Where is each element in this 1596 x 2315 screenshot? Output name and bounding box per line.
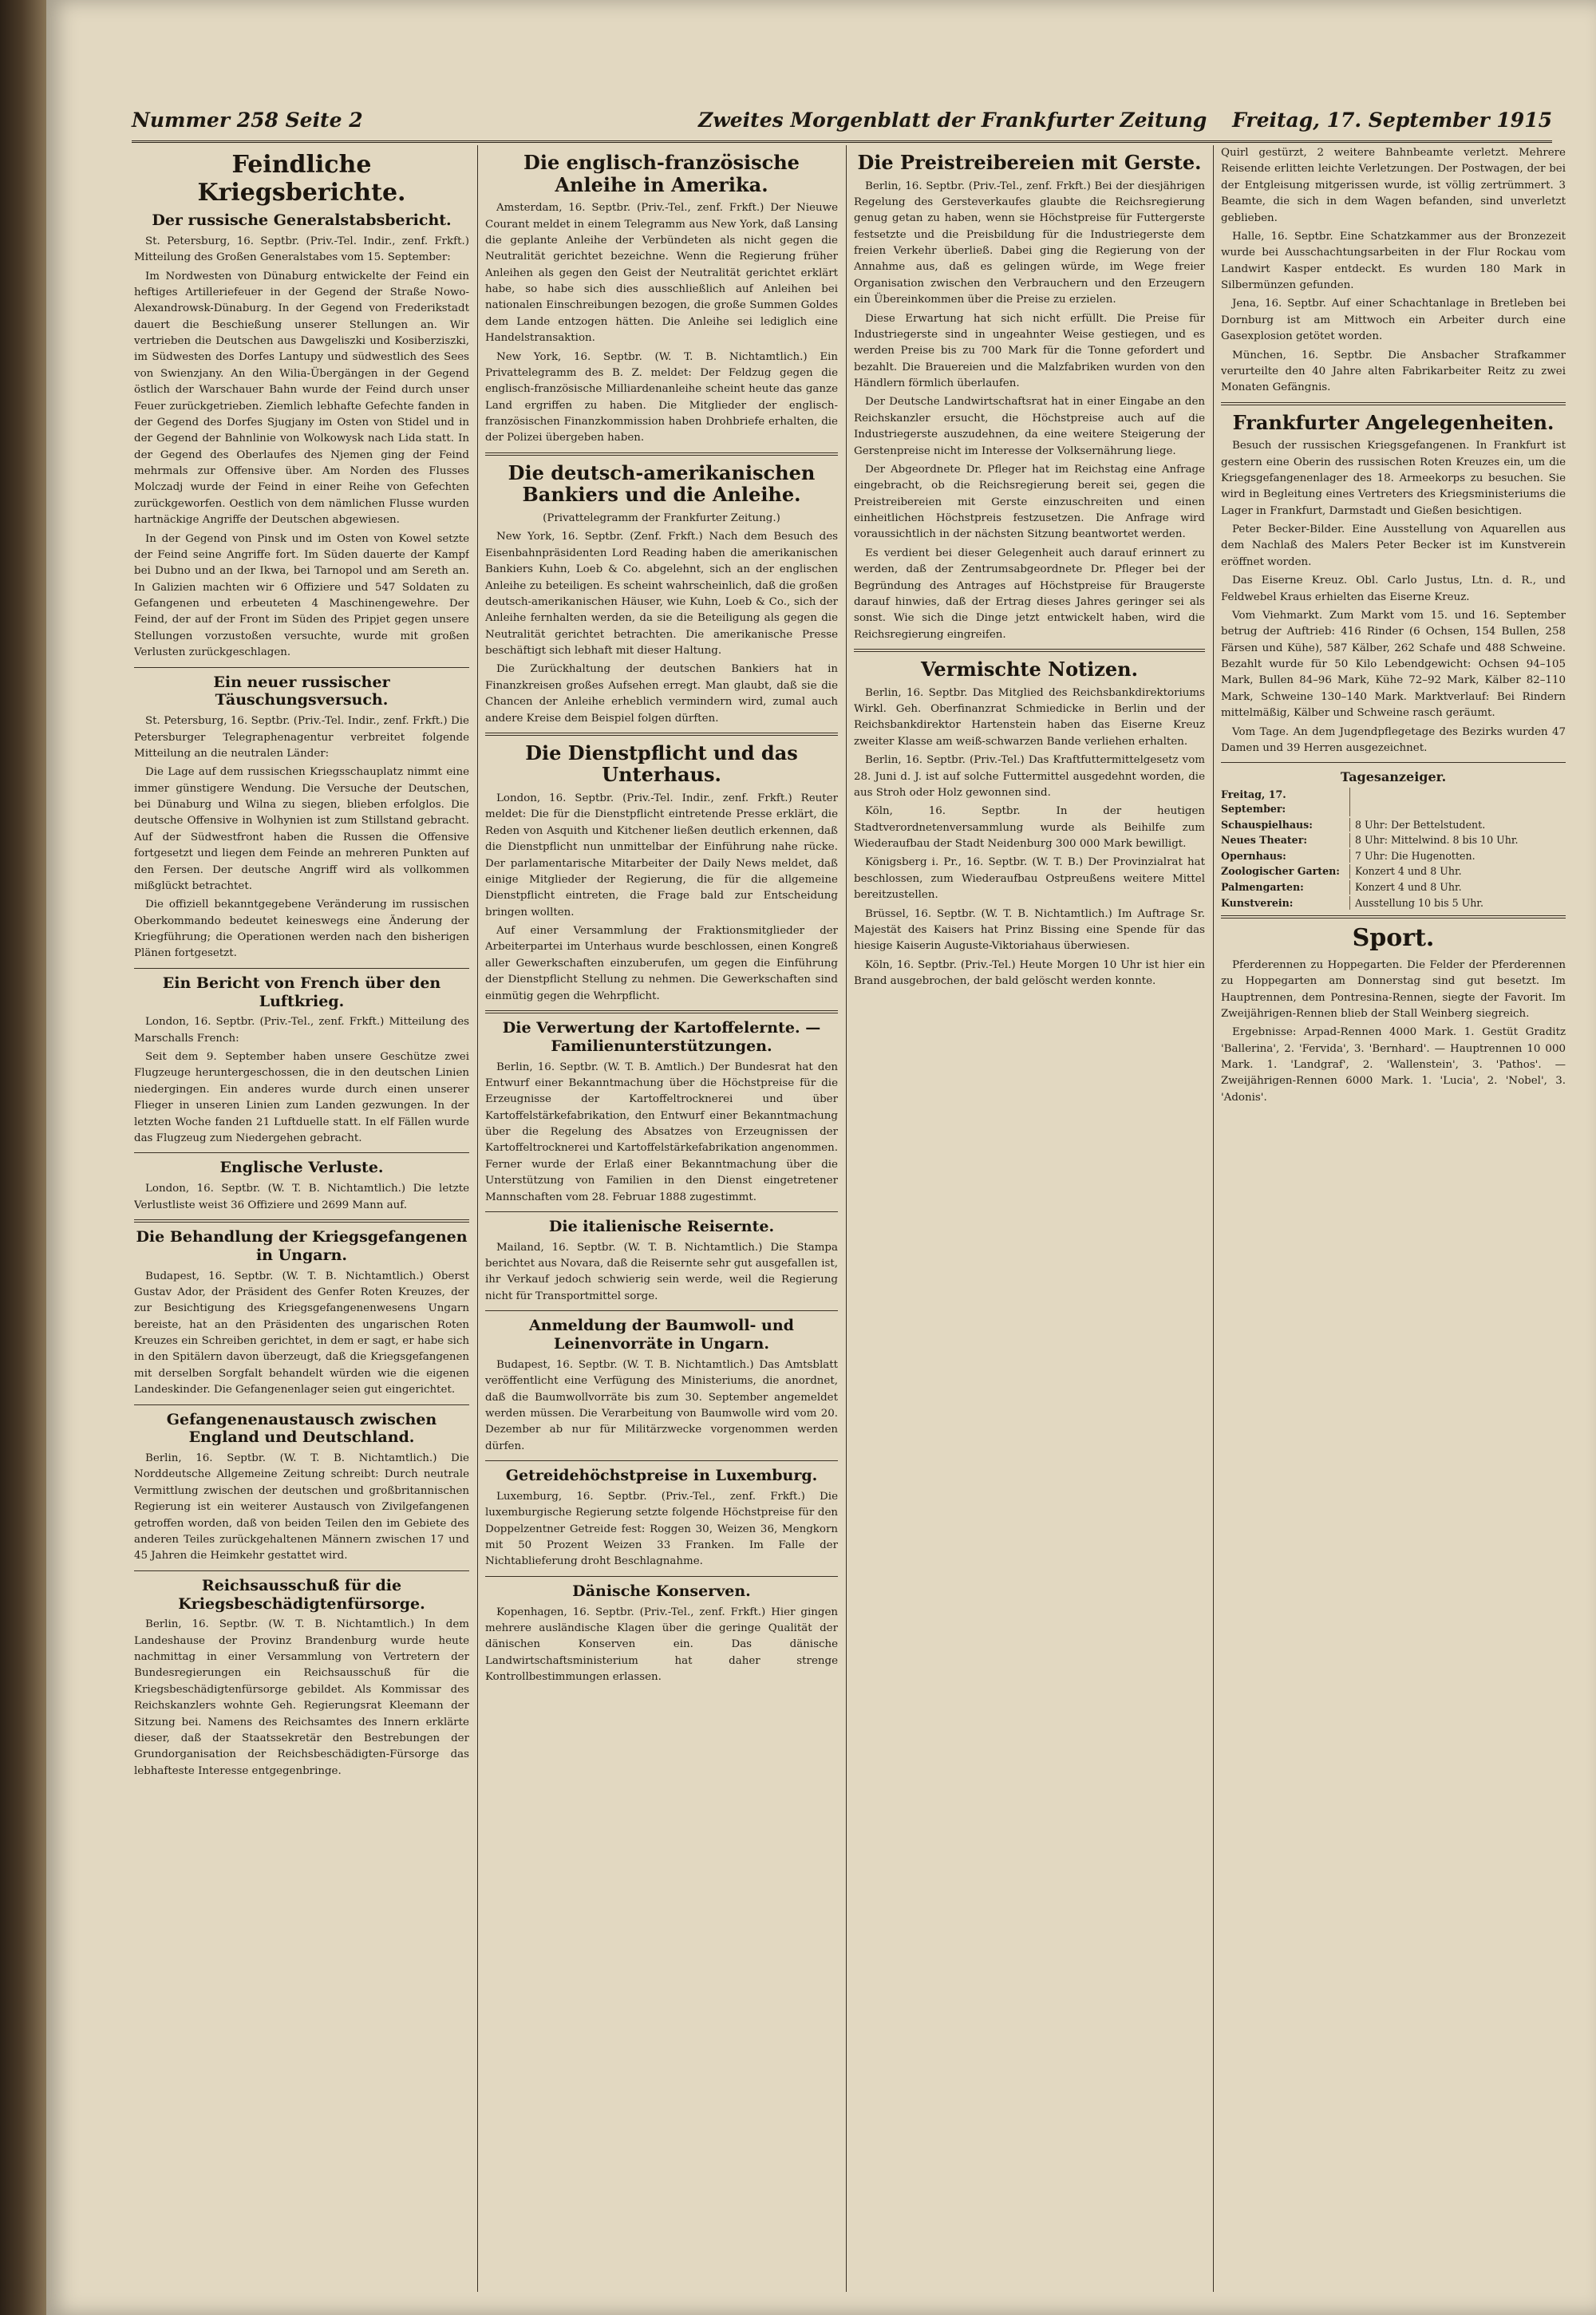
divider [134,1570,469,1571]
article-headline: Englische Verluste. [219,1159,384,1177]
article-paragraph: Königsberg i. Pr., 16. Septbr. (W. T. B.) Der Provinzialrat hat beschlossen, zum Wiederaufbau Ostpreußens weitere Mittel bereitzustellen. [854,856,1205,902]
divider [485,1211,838,1212]
issue-number: Nummer 258 Seite 2 [132,109,363,132]
paper-title: Zweites Morgenblatt der Frankfurter Zeitung [698,109,1207,132]
divider [1221,402,1566,405]
article-paragraph: Es verdient bei dieser Gelegenheit auch darauf erinnert zu werden, daß der Zentrumsabgeordnete Dr. Pfleger bei der Begründung des Antrages auf Höchstpreise für Braugerste darauf hinwies, daß der Ertrag dieses Jahres geringer sei als sonst. Wie sich die Dinge jetzt entwickelt haben, wird die Reichsregierung eingreifen. [854,547,1205,641]
article-paragraph: Köln, 16. Septbr. (Priv.-Tel.) Heute Morgen 10 Uhr ist hier ein Brand ausgebrochen, der bald gelöscht werden konnte. [854,958,1205,988]
divider [134,968,469,969]
issue-date: Freitag, 17. September 1915 [1232,109,1552,132]
column-4 [1221,145,1566,1108]
tagesanzeiger-title: Tagesanzeiger. [1340,769,1447,785]
article-paragraph: Amsterdam, 16. Septbr. (Priv.-Tel., zenf. Frkft.) Der Nieuwe Courant meldet in einem Telegramm aus New York, daß Lansing die geplante Anleihe der Verbündeten als nicht gegen die Neutralität gerichtet bezeichne. Wenn die Regierung früher Anleihen als gegen den Geist der Neutralität gerichtet erklärt habe, so habe sich dies ausschließlich auf Anleihen bei nationalen Einschreibungen bezogen, die große Summen Goldes dem Lande entzogen hätten. Die Anleihe sei lediglich eine Handelstransaktion. [485,202,838,345]
divider [134,1404,469,1405]
article-paragraph: Quirl gestürzt, 2 weitere Bahnbeamte verletzt. Mehrere Reisende erlitten leichte Verletzungen. Der Postwagen, der bei der Entgleisung mitgerissen wurde, ist völlig zertrümmert. 3 Beamte, die sich in dem Wagen befanden, sind unverletzt geblieben. [1221,147,1566,224]
book-binding-shadow [0,0,48,2315]
column-3 [854,145,1205,992]
column-2 [485,145,838,1688]
article-paragraph: London, 16. Septbr. (Priv.-Tel., zenf. Frkft.) Mitteilung des Marschalls French: [134,1016,469,1045]
divider [485,452,838,456]
column-1 [134,145,469,1782]
table-row [1221,833,1566,847]
article-headline: Ein neuer russischer Täuschungsversuch. [213,673,390,709]
table-cell-value: Ausstellung 10 bis 5 Uhr. [1355,896,1483,909]
table-cell-key: Freitag, 17. September: [1221,788,1350,816]
article-headline: Die Dienstpflicht und das Unterhaus. [525,741,798,787]
article-paragraph: Kopenhagen, 16. Septbr. (Priv.-Tel., zenf. Frkft.) Hier gingen mehrere ausländische Klagen über die geringe Qualität der dänischen Konserven ein. Das dänische Landwirtschaftsministerium hat daher strenge Kontrollbestimmungen erlassen. [485,1606,838,1684]
divider [1221,915,1566,918]
table-cell-value: Konzert 4 und 8 Uhr. [1355,865,1462,878]
divider [134,667,469,668]
divider [134,1152,469,1153]
masthead [132,109,1552,140]
article-headline: Die Verwertung der Kartoffelernte. — Familienunterstützungen. [502,1018,821,1055]
article-paragraph: Brüssel, 16. Septbr. (W. T. B. Nichtamtlich.) Im Auftrage Sr. Majestät des Kaisers hat Prinz Bissing eine Spende für das hiesige Kaiserin Auguste-Viktoriahaus überwiesen. [854,907,1205,953]
table-cell-key: Schauspielhaus: [1221,818,1350,832]
article-paragraph: Berlin, 16. Septbr. (Priv.-Tel.) Das Kraftfuttermittelgesetz vom 28. Juni d. J. ist auf solche Futtermittel ausgedehnt worden, die aus Stroh oder Holz gewonnen sind. [854,754,1205,799]
article-headline: Die deutsch-amerikanischen Bankiers und die Anleihe. [508,460,816,507]
divider [1221,762,1566,763]
table-row [1221,818,1566,832]
table-cell-value [1350,788,1566,816]
table-cell-key: Kunstverein: [1221,896,1350,911]
divider [485,1460,838,1461]
table-cell-value: 7 Uhr: Die Hugenotten. [1355,849,1476,862]
article-paragraph: Das Eiserne Kreuz. Obl. Carlo Justus, Ltn. d. R., und Feldwebel Kraus erhielten das Eiserne Kreuz. [1221,575,1566,603]
article-headline: Gefangenenaustausch zwischen England und Deutschland. [166,1410,437,1447]
article-paragraph: Halle, 16. Septbr. Eine Schatzkammer aus der Bronzezeit wurde bei Ausschachtungsarbeiten in der Flur Rockau vom Landwirt Kasper entdeckt. Es wurden 180 Mark in Silbermünzen gefunden. [1221,230,1566,291]
divider [485,1010,838,1013]
column-rule [846,145,847,2292]
article-headline: Anmeldung der Baumwoll- und Leinenvorräte in Ungarn. [529,1317,794,1353]
article-paragraph: London, 16. Septbr. (Priv.-Tel. Indir., zenf. Frkft.) Reuter meldet: Die für die Dienstpflicht eintretende Presse erklärt, die Reden von Asquith und Kitchener ließen deutlich erkennen, daß die Dienstpflicht nun unmittelbar der Einführung nahe rücke. Der parlamentarische Mitarbeiter der Daily News meldet, daß einige Mitglieder der Regierung, die für die allgemeine Dienstpflicht eintreten, die Frage bald zur Entscheidung bringen wollten. [485,792,838,918]
divider [134,1219,469,1223]
article-paragraph: Diese Erwartung hat sich nicht erfüllt. Die Preise für Industriegerste sind in ungeahnter Weise gestiegen, und es werden Preise bis zu 700 Mark für die Tonne gefordert und bezahlt. Die Brauereien und die Malzfabriken wurden von den Händlern förmlich überlaufen. [854,312,1205,390]
table-row [1221,896,1566,911]
article-paragraph: Ergebnisse: Arpad-Rennen 4000 Mark. 1. Gestüt Graditz 'Ballerina', 2. 'Fervida', 3. 'Bernhard'. — Hauptrennen 10 000 Mark. 1. 'Landgraf', 2. 'Wallenstein', 3. 'Pathos'. — Zweijährigen-Rennen 6000 Mark. 1. 'Lucia', 2. 'Nobel', 3. 'Adonis'. [1221,1026,1566,1104]
table-cell-key: Opernhaus: [1221,849,1350,863]
article-paragraph: In der Gegend von Pinsk und im Osten von Kowel setzte der Feind seine Angriffe fort. Im Süden dauerte der Kampf bei Dubno und an der Ikwa, bei Tarnopol und am Sereth an. In Galizien machten wir 6 Offiziere und 547 Soldaten zu Gefangenen und erbeuteten 4 Maschinengewehre. Der Feind, der auf der Front im Süden des Pripjet gegen unsere Stellungen vorzustoßen versuchte, wurde mit großen Verlusten zurückgeschlagen. [134,532,469,659]
column-rule [477,145,478,2292]
article-headline: Die englisch-französische Anleihe in Amerika. [523,151,800,196]
table-cell-key: Palmengarten: [1221,880,1350,895]
masthead-rule [132,140,1552,143]
article-headline: Die italienische Reisernte. [548,1217,775,1235]
divider [485,1576,838,1577]
section-title: Feindliche Kriegsberichte. [197,151,406,207]
divider [854,649,1205,652]
section-title: Sport. [1352,924,1435,953]
article-headline: Frankfurter Angelegenheiten. [1232,410,1555,434]
article-paragraph: Die offiziell bekanntgegebene Veränderung im russischen Oberkommando bedeutet keineswegs eine Änderung der Kriegführung; die Operationen werden nach den bisherigen Plänen fortgesetzt. [134,899,469,960]
article-headline: Vermischte Notizen. [921,658,1138,681]
article-paragraph: Pferderennen zu Hoppegarten. Die Felder der Pferderennen zu Hoppegarten am Donnerstag sind gut besetzt. Im Hauptrennen, dem Pontresina-Rennen, siegte der Favorit. Im Zweijährigen-Rennen blieb der Stall Weinberg siegreich. [1221,958,1566,1020]
article-paragraph: Berlin, 16. Septbr. (W. T. B. Nichtamtlich.) Die Norddeutsche Allgemeine Zeitung schreibt: Durch neutrale Vermittlung zwischen der deutschen und großbritannischen Regierung ist ein weiterer Austausch von Zivilgefangenen getroffen worden, daß von beiden Teilen den im Gebiete des anderen Teiles zurückgehaltenen Männern zwischen 17 und 45 Jahren die Heimkehr gestattet wird. [134,1452,469,1562]
table-cell-key: Zoologischer Garten: [1221,864,1350,879]
article-paragraph: Der Deutsche Landwirtschaftsrat hat in einer Eingabe an den Reichskanzler ersucht, die Höchstpreise auch auf die Industriegerste auszudehnen, da eine weitere Steigerung der Gerstenpreise nicht im Interesse der Volksernährung liege. [854,396,1205,457]
article-headline: Reichsausschuß für die Kriegsbeschädigtenfürsorge. [178,1576,425,1613]
article-paragraph: Mailand, 16. Septbr. (W. T. B. Nichtamtlich.) Die Stampa berichtet aus Novara, daß die Reisernte sehr gut ausgefallen ist, ihr Verkauf jedoch schwierig sein werde, weil die Regierung nicht für Transportmittel sorge. [485,1241,838,1302]
article-paragraph: Die Lage auf dem russischen Kriegsschauplatz nimmt eine immer günstigere Wendung. Die Versuche der Deutschen, bei Dünaburg und Wilna zu siegen, blieben erfolglos. Die deutsche Offensive in Wolhynien ist zum Stillstand gebracht. Auf der Südwestfront haben die Russen die Offensive fortgesetzt und liegen dem Feinde an mehreren Punkten auf den Fersen. Der deutsche Angriff wird als vollkommen mißglückt betrachtet. [134,766,469,892]
table-cell-value: 8 Uhr: Der Bettelstudent. [1355,818,1486,831]
column-rule [1213,145,1214,2292]
article-paragraph: Vom Viehmarkt. Zum Markt vom 15. und 16. September betrug der Auftrieb: 416 Rinder (6 Ochsen, 154 Bullen, 258 Färsen und Kühe), 587 Kälber, 262 Schafe und 488 Schweine. Bezahlt wurde für 50 Kilo Lebendgewicht: Ochsen 94–105 Mark, Bullen 84–96 Mark, Kühe 72–92 Mark, Kälber 82–110 Mark, Schweine 130–140 Mark. Marktverlauf: Bei Rindern mittelmäßig, Kälber und Schweine rasch geräumt. [1221,609,1566,720]
article-paragraph: Die Zurückhaltung der deutschen Bankiers hat in Finanzkreisen großes Aufsehen erregt. Man glaubt, daß sie die Chancen der Anleihe erheblich vermindern wird, zumal auch andere Kreise dem Beispiel folgen dürften. [485,663,838,725]
article-paragraph: Luxemburg, 16. Septbr. (Priv.-Tel., zenf. Frkft.) Die luxemburgische Regierung setzte folgende Höchstpreise für den Doppelzentner Getreide fest: Roggen 30, Weizen 36, Mengkorn mit 50 Prozent Weizen 33 Franken. Im Falle der Nichtablieferung droht Beschlagnahme. [485,1490,838,1568]
article-paragraph: Auf einer Versammlung der Fraktionsmitglieder der Arbeiterpartei im Unterhaus wurde beschlossen, einen Kongreß aller Gewerkschaften einzuberufen, um gegen die Einführung der Dienstpflicht Stellung zu nehmen. Die Gewerkschaften sind einmütig gegen die Wehrpflicht. [485,925,838,1002]
article-paragraph: St. Petersburg, 16. Septbr. (Priv.-Tel. Indir., zenf. Frkft.) Die Petersburger Telegraphenagentur verbreitet folgende Mitteilung an die neutralen Länder: [134,715,469,760]
table-row [1221,788,1566,816]
article-paragraph: St. Petersburg, 16. Septbr. (Priv.-Tel. Indir., zenf. Frkft.) Mitteilung des Großen Generalstabes vom 15. September: [134,235,469,264]
article-paragraph: Seit dem 9. September haben unsere Geschütze zwei Flugzeuge heruntergeschossen, die in den deutschen Linien niedergingen. Ein anderes wurde durch einen unserer Flieger in unseren Linien zum Landen gezwungen. In der letzten Woche fanden 21 Luftduelle statt. In elf Fällen wurde das Flugzeug zum Niedergehen gebracht. [134,1051,469,1144]
divider [485,1310,838,1311]
table-cell-key: Neues Theater: [1221,833,1350,847]
article-headline: Getreidehöchstpreise in Luxemburg. [505,1467,818,1485]
table-row [1221,880,1566,895]
divider [485,733,838,736]
article-paragraph: New York, 16. Septbr. (Zenf. Frkft.) Nach dem Besuch des Eisenbahnpräsidenten Lord Reading haben die amerikanischen Bankiers Kuhn, Loeb & Co. abgelehnt, sich an der englischen Anleihe zu beteiligen. Es scheint wahrscheinlich, daß die großen deutsch-amerikanischen Häuser, wie Kuhn, Loeb & Co., sich der Anleihe fernhalten werden, da sie die Beteiligung als gegen die Neutralität gerichtet betrachten. Die amerikanische Presse beschäftigt sich lebhaft mit dieser Haltung. [485,531,838,657]
article-paragraph: Köln, 16. Septbr. In der heutigen Stadtverordnetenversammlung wurde als Beihilfe zum Wiederaufbau der Stadt Neidenburg 300 000 Mark bewilligt. [854,805,1205,851]
article-paragraph: Berlin, 16. Septbr. (W. T. B. Amtlich.) Der Bundesrat hat den Entwurf einer Bekanntmachung über die Höchstpreise für die Erzeugnisse der Kartoffeltrocknerei und über Kartoffelstärkefabrikation, den Entwurf einer Bekanntmachung über die Regelung des Absatzes von Erzeugnissen der Kartoffeltrocknerei und Kartoffelstärkefabrikation angenommen. Ferner wurde der Erlaß einer Bekanntmachung über die Unterstützung von Familien in den Dienst eingetretener Mannschaften vom 28. Februar 1888 zugestimmt. [485,1061,838,1203]
table-row [1221,864,1566,879]
table-cell-value: Konzert 4 und 8 Uhr. [1355,881,1462,894]
article-paragraph: London, 16. Septbr. (W. T. B. Nichtamtlich.) Die letzte Verlustliste weist 36 Offiziere und 2699 Mann auf. [134,1183,469,1211]
article-paragraph: Peter Becker-Bilder. Eine Ausstellung von Aquarellen aus dem Nachlaß des Malers Peter Becker ist im Kunstverein eröffnet worden. [1221,523,1566,568]
article-paragraph: Berlin, 16. Septbr. (Priv.-Tel., zenf. Frkft.) Bei der diesjährigen Regelung des Gersteverkaufes glaubte die Reichsregierung genug getan zu haben, wenn sie Höchstpreise für Futtergerste festsetzte und die Preisbildung für die Industriegerste dem freien Verkehr überließ. Dabei ging die Regierung von der Annahme aus, daß es gelingen würde, im Wege freier Organisation zwischen den Verbrauchern und den Erzeugern ein Übereinkommen über die Preise zu erzielen. [854,180,1205,306]
table-cell-value: 8 Uhr: Mittelwind. 8 bis 10 Uhr. [1355,834,1519,847]
article-paragraph: Der Abgeordnete Dr. Pfleger hat im Reichstag eine Anfrage eingebracht, ob die Reichsregierung bereit sei, gegen die Preistreibereien mit Gerste einzuschreiten und einen einheitlichen Höchstpreis festzusetzen. Die Anfrage wird voraussichtlich in der nächsten Sitzung beantwortet werden. [854,463,1205,541]
article-headline: Der russische Generalstabsbericht. [152,211,452,229]
article-paragraph: Budapest, 16. Septbr. (W. T. B. Nichtamtlich.) Oberst Gustav Ador, der Präsident des Genfer Roten Kreuzes, der zur Besichtigung des Kriegsgefangenenwesens Ungarn bereiste, hat an den Präsidenten des ungarischen Roten Kreuzes ein Schreiben gerichtet, in dem er sagt, er habe sich in den Spitälern davon überzeugt, daß die Kriegsgefangenen mit derselben Sorgfalt behandelt würden wie die eigenen Landeskinder. Die Gefangenenlager seien gut eingerichtet. [134,1270,469,1397]
table-row [1221,849,1566,863]
article-paragraph: Besuch der russischen Kriegsgefangenen. In Frankfurt ist gestern eine Oberin des russischen Roten Kreuzes ein, um die Kriegsgefangenenlager des 18. Armeekorps zu besuchen. Sie wird in Begleitung eines Vertreters des Kriegsministeriums die Lager in Frankfurt, Darmstadt und Gießen besichtigen. [1221,440,1566,517]
article-subhead: (Privattelegramm der Frankfurter Zeitung.) [543,512,780,524]
article-paragraph: Budapest, 16. Septbr. (W. T. B. Nichtamtlich.) Das Amtsblatt veröffentlicht eine Verfügung des Ministeriums, die anordnet, daß die Baumwollvorräte bis zum 30. September angemeldet werden müssen. Die Verarbeitung von Baumwolle wird vom 20. Dezember ab nur für Militärzwecke vorgenommen werden dürfen. [485,1358,838,1452]
article-paragraph: New York, 16. Septbr. (W. T. B. Nichtamtlich.) Ein Privattelegramm des B. Z. meldet: Der Feldzug gegen die englisch-französische Milliardenanleihe scheint heute das ganze Land ergriffen zu haben. Die Mitglieder der englisch-französischen Finanzkommission haben Drohbriefe erhalten, die der Polizei übergeben haben. [485,350,838,444]
article-paragraph: München, 16. Septbr. Die Ansbacher Strafkammer verurteilte den 40 Jahre alten Fabrikarbeiter Reitz zu zwei Monaten Gefängnis. [1221,349,1566,394]
article-paragraph: Berlin, 16. Septbr. (W. T. B. Nichtamtlich.) In dem Landeshause der Provinz Brandenburg wurde heute nachmittag in einer Versammlung von Vertretern der Bundesregierungen ein Reichsausschuß für die Kriegsbeschädigtenfürsorge gebildet. Als Kommissar des Reichskanzlers wohnte Geh. Regierungsrat Kleemann der Sitzung bei. Namens des Reichsamtes des Innern erklärte dieser, daß der Staatssekretär den Bestrebungen der Grundorganisation der Reichsbeschädigten-Fürsorge das lebhafteste Interesse entgegenbringe. [134,1618,469,1777]
article-headline: Die Behandlung der Kriegsgefangenen in Ungarn. [136,1227,468,1264]
article-paragraph: Jena, 16. Septbr. Auf einer Schachtanlage in Bretleben bei Dornburg ist am Mittwoch ein Arbeiter durch eine Gasexplosion getötet worden. [1221,298,1566,343]
article-paragraph: Im Nordwesten von Dünaburg entwickelte der Feind ein heftiges Artilleriefeuer in der Gegend der Straße Nowo-Alexandrowsk-Dünaburg. In der Gegend von Frederikstadt dauert die Beschießung unserer Stellungen an. Wir vertrieben die Deutschen aus Dawgeliszki und Kosiberziszki, im Südwesten des Dorfes Lantupy und südwestlich des Sees von Swienzjany. An den Wilia-Übergängen in der Gegend östlich der Warschauer Bahn wurde der Feind durch unser Feuer zurückgetrieben. Ziemlich lebhafte Gefechte fanden in der Gegend des Dorfes Sjugjany im Osten von Stidel und in der Gegend der Bahnlinie von Wolkowysk nach Lida statt. In der Gegend des Oberlaufes des Njemen ging der Feind mehrmals zur Offensive über. Am Norden des Flusses Molczadj wurde der Feind in einer Reihe von Gefechten zurückgeworfen. Oestlich von dem nämlichen Flusse wurden hartnäckige Angriffe der Deutschen abgewiesen. [134,270,469,527]
article-paragraph: Vom Tage. An dem Jugendpflegetage des Bezirks wurden 47 Damen und 39 Herren ausgezeichnet. [1221,725,1566,754]
article-headline: Die Preistreibereien mit Gerste. [857,151,1202,174]
article-headline: Ein Bericht von French über den Luftkrieg. [162,974,441,1010]
tagesanzeiger-table [1221,788,1566,910]
article-headline: Dänische Konserven. [572,1582,751,1600]
article-paragraph: Berlin, 16. Septbr. Das Mitglied des Reichsbankdirektoriums Wirkl. Geh. Oberfinanzrat Schmiedicke in Berlin und der Reichsbankdirektor Hartenstein haben das Eiserne Kreuz zweiter Klasse am weiß-schwarzen Bande verliehen erhalten. [854,686,1205,748]
